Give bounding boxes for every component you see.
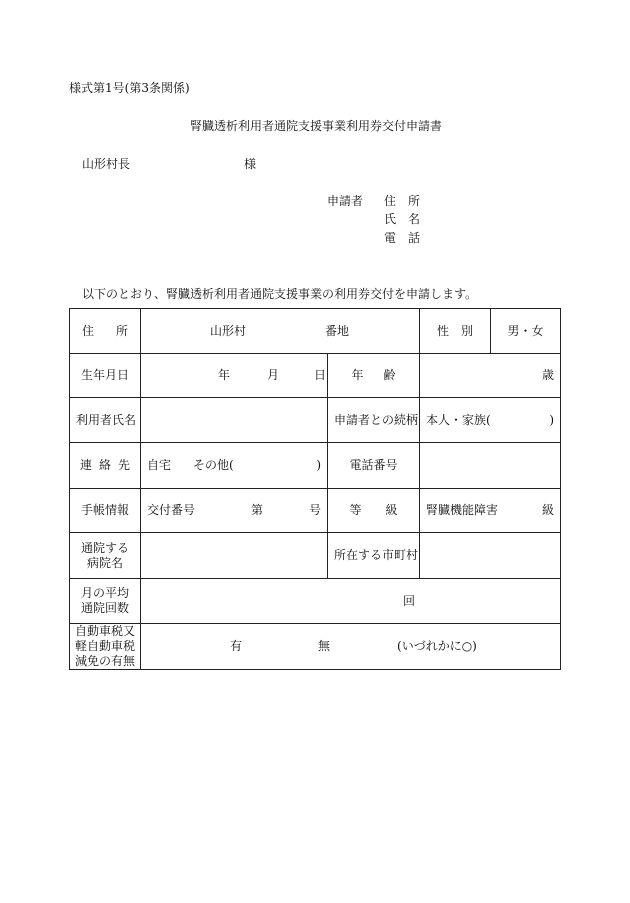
handbook-value-cell[interactable]: 交付番号 第 号 <box>141 489 328 533</box>
applicant-address-label: 住 所 <box>384 194 421 208</box>
address-label-cell: 住 所 <box>70 309 141 354</box>
row-visits <box>70 579 561 624</box>
row-hospital <box>70 533 561 579</box>
gender-label-cell: 性 別 <box>420 309 491 354</box>
hospital-label-cell: 通院する 病院名 <box>70 533 141 579</box>
hospital-value-cell[interactable] <box>141 533 328 579</box>
municipality-label-cell: 所在する市町村 <box>328 533 420 579</box>
form-number: 様式第1号(第3条関係) <box>69 81 190 95</box>
applicant-label: 申請者 <box>327 194 364 208</box>
grade-label-cell: 等 級 <box>328 489 420 533</box>
document-title: 腎臓透析利用者通院支援事業利用券交付申請書 <box>190 119 443 133</box>
relation-label-cell: 申請者との続柄 <box>328 398 420 443</box>
applicant-name-label: 氏 名 <box>384 212 421 226</box>
tax-value-cell[interactable]: 有 無 (いづれかに○) <box>141 624 561 670</box>
municipality-value-cell[interactable] <box>420 533 561 579</box>
row-address <box>70 309 561 354</box>
tax-label-cell: 自動車税又 軽自動車税 減免の有無 <box>70 624 141 670</box>
row-tax <box>70 624 561 670</box>
honorific: 様 <box>244 157 257 171</box>
birth-value-cell[interactable]: 年 月 日 <box>141 354 328 398</box>
age-label-cell: 年 齢 <box>328 354 420 398</box>
user-name-label-cell: 利用者氏名 <box>70 398 141 443</box>
intro-text: 以下のとおり、腎臓透析利用者通院支援事業の利用券交付を申請します。 <box>82 287 478 301</box>
row-handbook <box>70 489 561 533</box>
handbook-label-cell: 手帳情報 <box>70 489 141 533</box>
phone-value-cell[interactable] <box>420 443 561 489</box>
row-contact <box>70 443 561 489</box>
contact-label-cell: 連 絡 先 <box>70 443 141 489</box>
visits-value-cell[interactable]: 回 <box>141 579 561 624</box>
grade-value-cell[interactable]: 腎臓機能障害 級 <box>420 489 561 533</box>
row-birth <box>70 354 561 398</box>
addressee: 山形村長 <box>82 157 131 171</box>
visits-label-cell: 月の平均 通院回数 <box>70 579 141 624</box>
village-text: 山形村 <box>210 323 247 338</box>
contact-value-cell[interactable]: 自宅 その他( ) <box>141 443 328 489</box>
gender-options-cell[interactable]: 男・女 <box>491 309 561 354</box>
phone-label-cell: 電話番号 <box>328 443 420 489</box>
age-value-cell[interactable]: 歳 <box>420 354 561 398</box>
user-name-value-cell[interactable] <box>141 398 328 443</box>
lot-text: 番地 <box>325 323 350 338</box>
row-user-name <box>70 398 561 443</box>
application-table <box>69 308 561 670</box>
relation-value-cell[interactable]: 本人・家族( ) <box>420 398 561 443</box>
birth-label-cell: 生年月日 <box>70 354 141 398</box>
applicant-phone-label: 電 話 <box>384 231 421 245</box>
address-value-cell[interactable] <box>141 309 420 354</box>
